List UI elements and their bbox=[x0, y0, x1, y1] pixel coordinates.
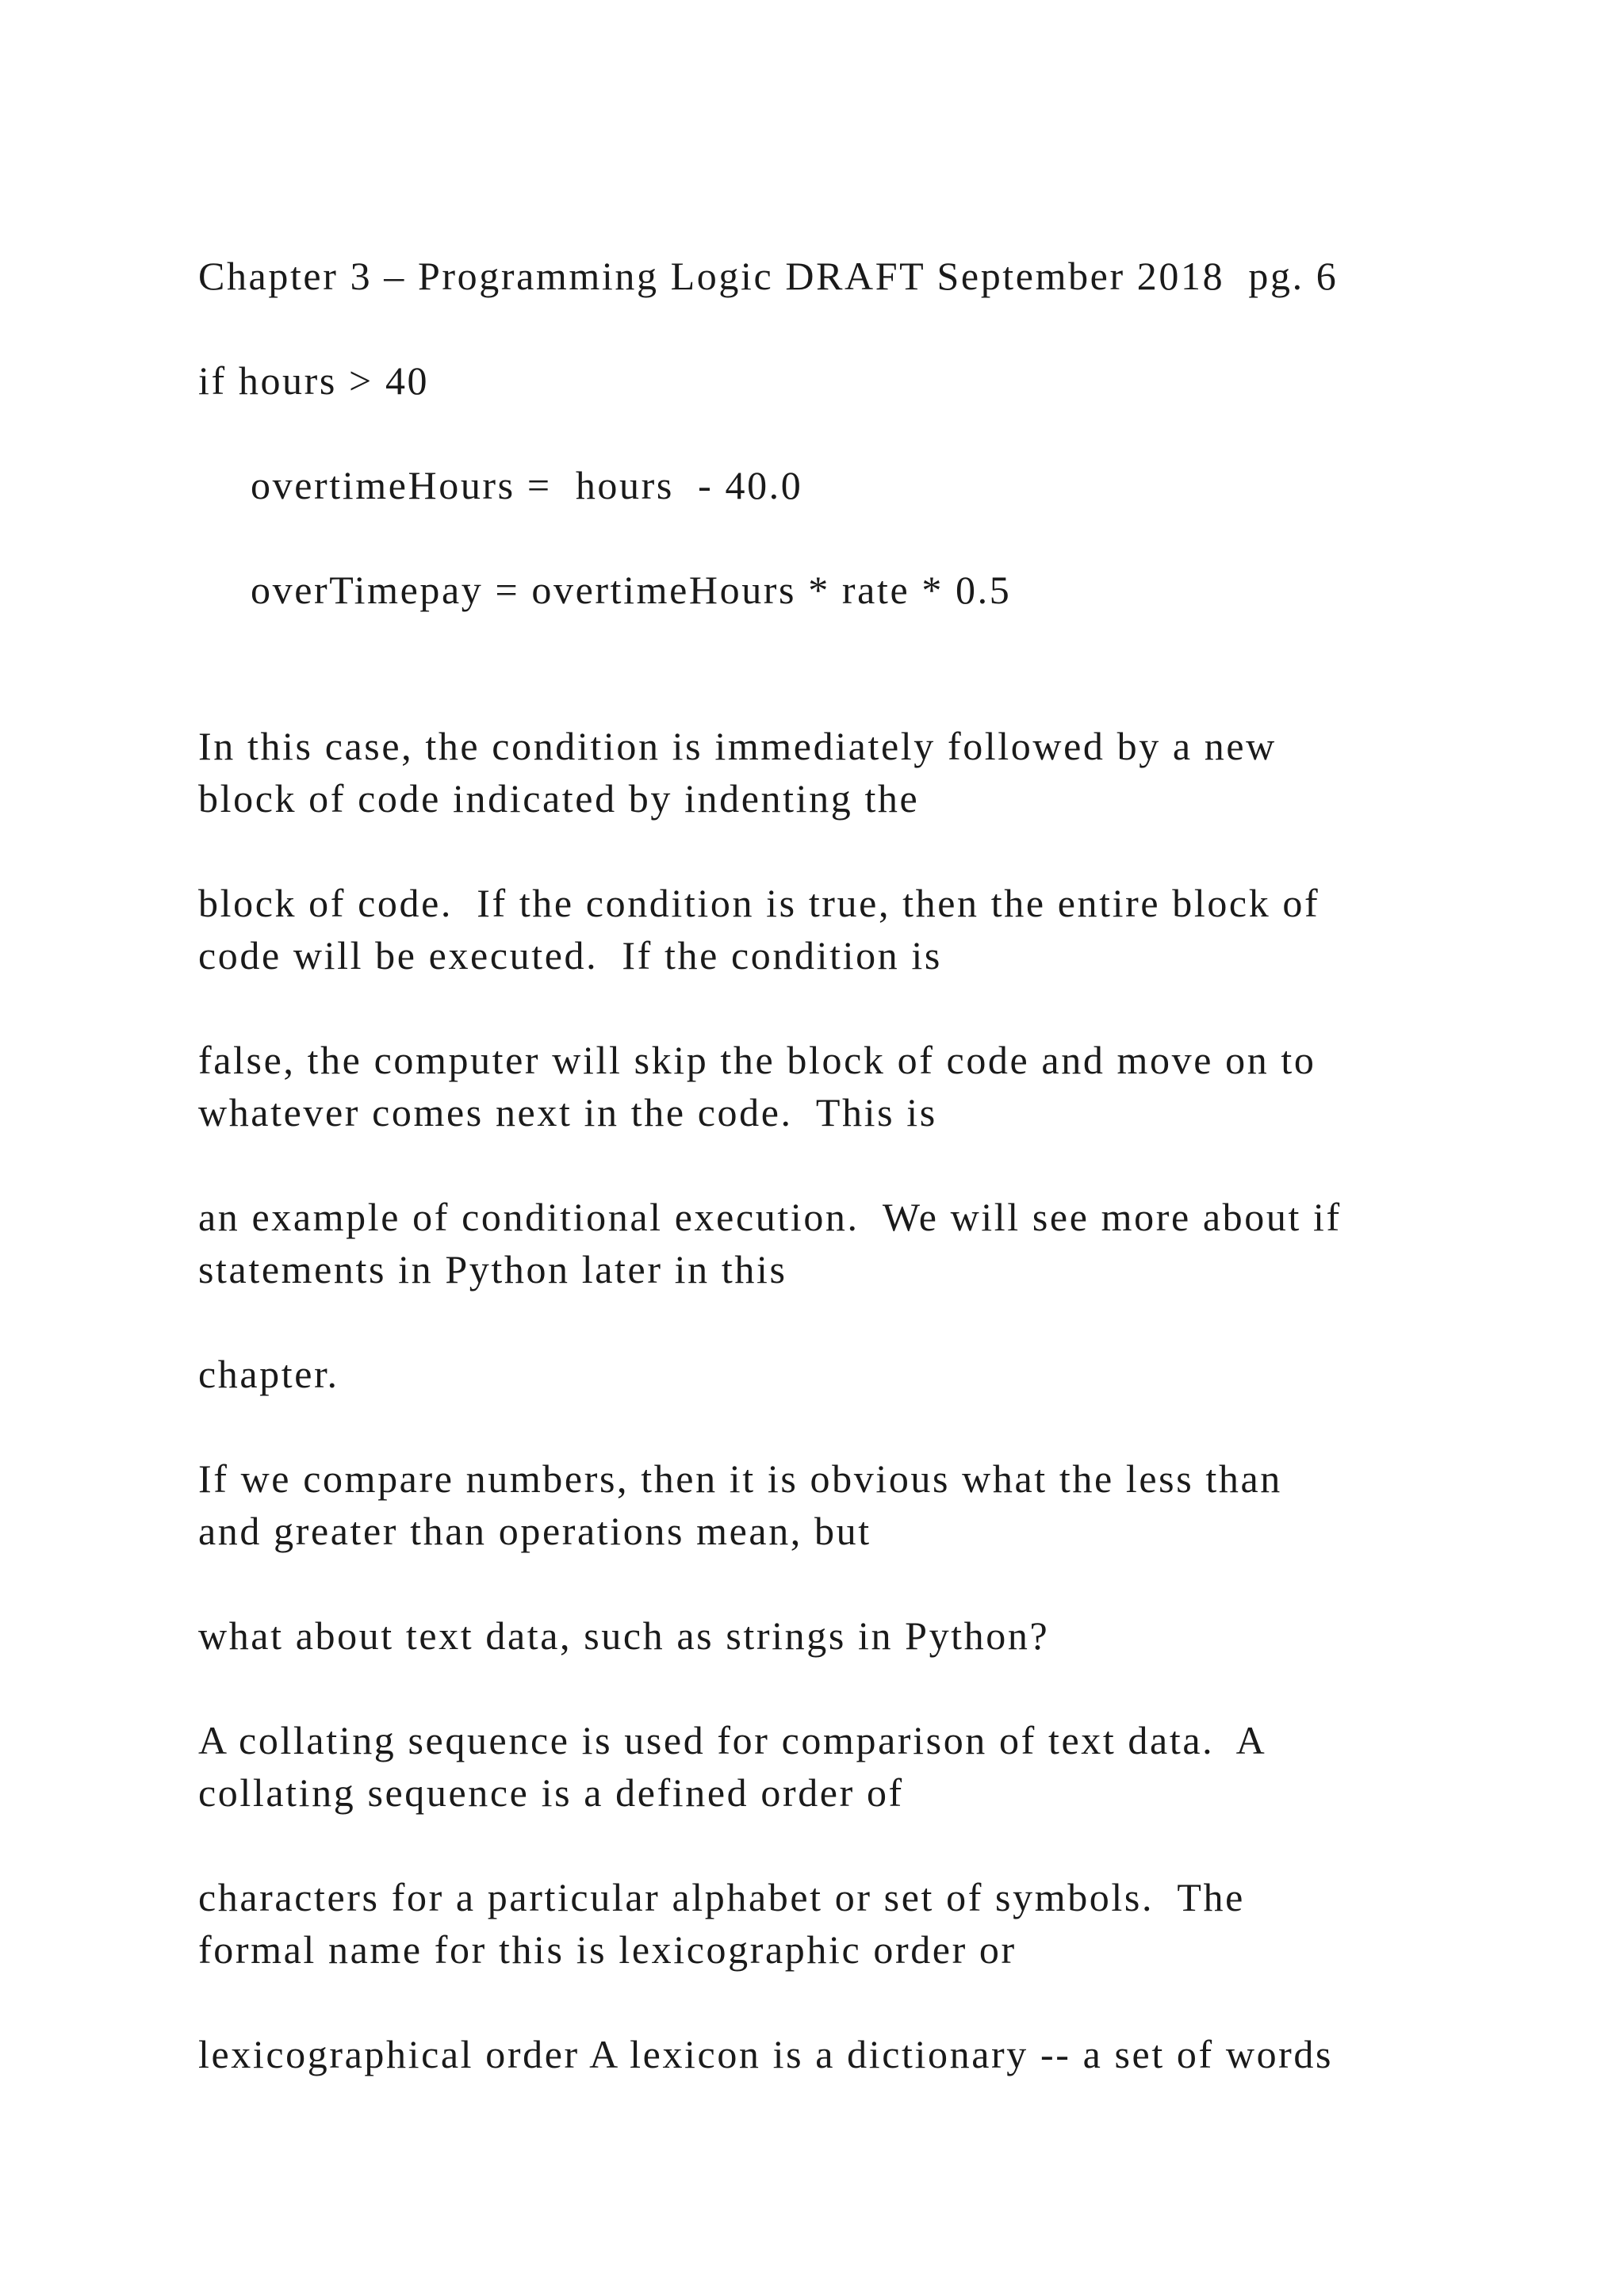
paragraph-line: A collating sequence is used for comparison of text data. A bbox=[198, 1718, 1267, 1762]
paragraph-line: code will be executed. If the condition is bbox=[198, 933, 942, 978]
paragraph-line: block of code. If the condition is true, then the entire block of bbox=[198, 881, 1320, 925]
page-header: Chapter 3 – Programming Logic DRAFT September 2018 pg. 6 bbox=[198, 254, 1339, 298]
code-line-overtime-hours: overtimeHours = hours - 40.0 bbox=[251, 463, 803, 507]
paragraph-line: If we compare numbers, then it is obvious what the less than bbox=[198, 1456, 1282, 1501]
paragraph-line: collating sequence is a defined order of bbox=[198, 1770, 904, 1815]
paragraph-line: lexicographical order A lexicon is a dictionary -- a set of words bbox=[198, 2032, 1334, 2076]
paragraph-line: characters for a particular alphabet or set of symbols. The bbox=[198, 1875, 1245, 1919]
paragraph-line: formal name for this is lexicographic order or bbox=[198, 1927, 1017, 1972]
code-line-if: if hours > 40 bbox=[198, 358, 430, 403]
paragraph-line: an example of conditional execution. We will see more about if bbox=[198, 1195, 1342, 1239]
paragraph-line: false, the computer will skip the block of code and move on to bbox=[198, 1038, 1316, 1082]
paragraph-line: whatever comes next in the code. This is bbox=[198, 1090, 937, 1135]
paragraph-line: what about text data, such as strings in Python? bbox=[198, 1613, 1050, 1658]
paragraph-line: In this case, the condition is immediately followed by a new bbox=[198, 724, 1277, 768]
paragraph-line: and greater than operations mean, but bbox=[198, 1509, 871, 1553]
paragraph-line: statements in Python later in this bbox=[198, 1247, 787, 1292]
paragraph-line: chapter. bbox=[198, 1352, 339, 1396]
paragraph-line: block of code indicated by indenting the bbox=[198, 776, 920, 821]
code-line-overtime-pay: overTimepay = overtimeHours * rate * 0.5 bbox=[251, 568, 1012, 612]
